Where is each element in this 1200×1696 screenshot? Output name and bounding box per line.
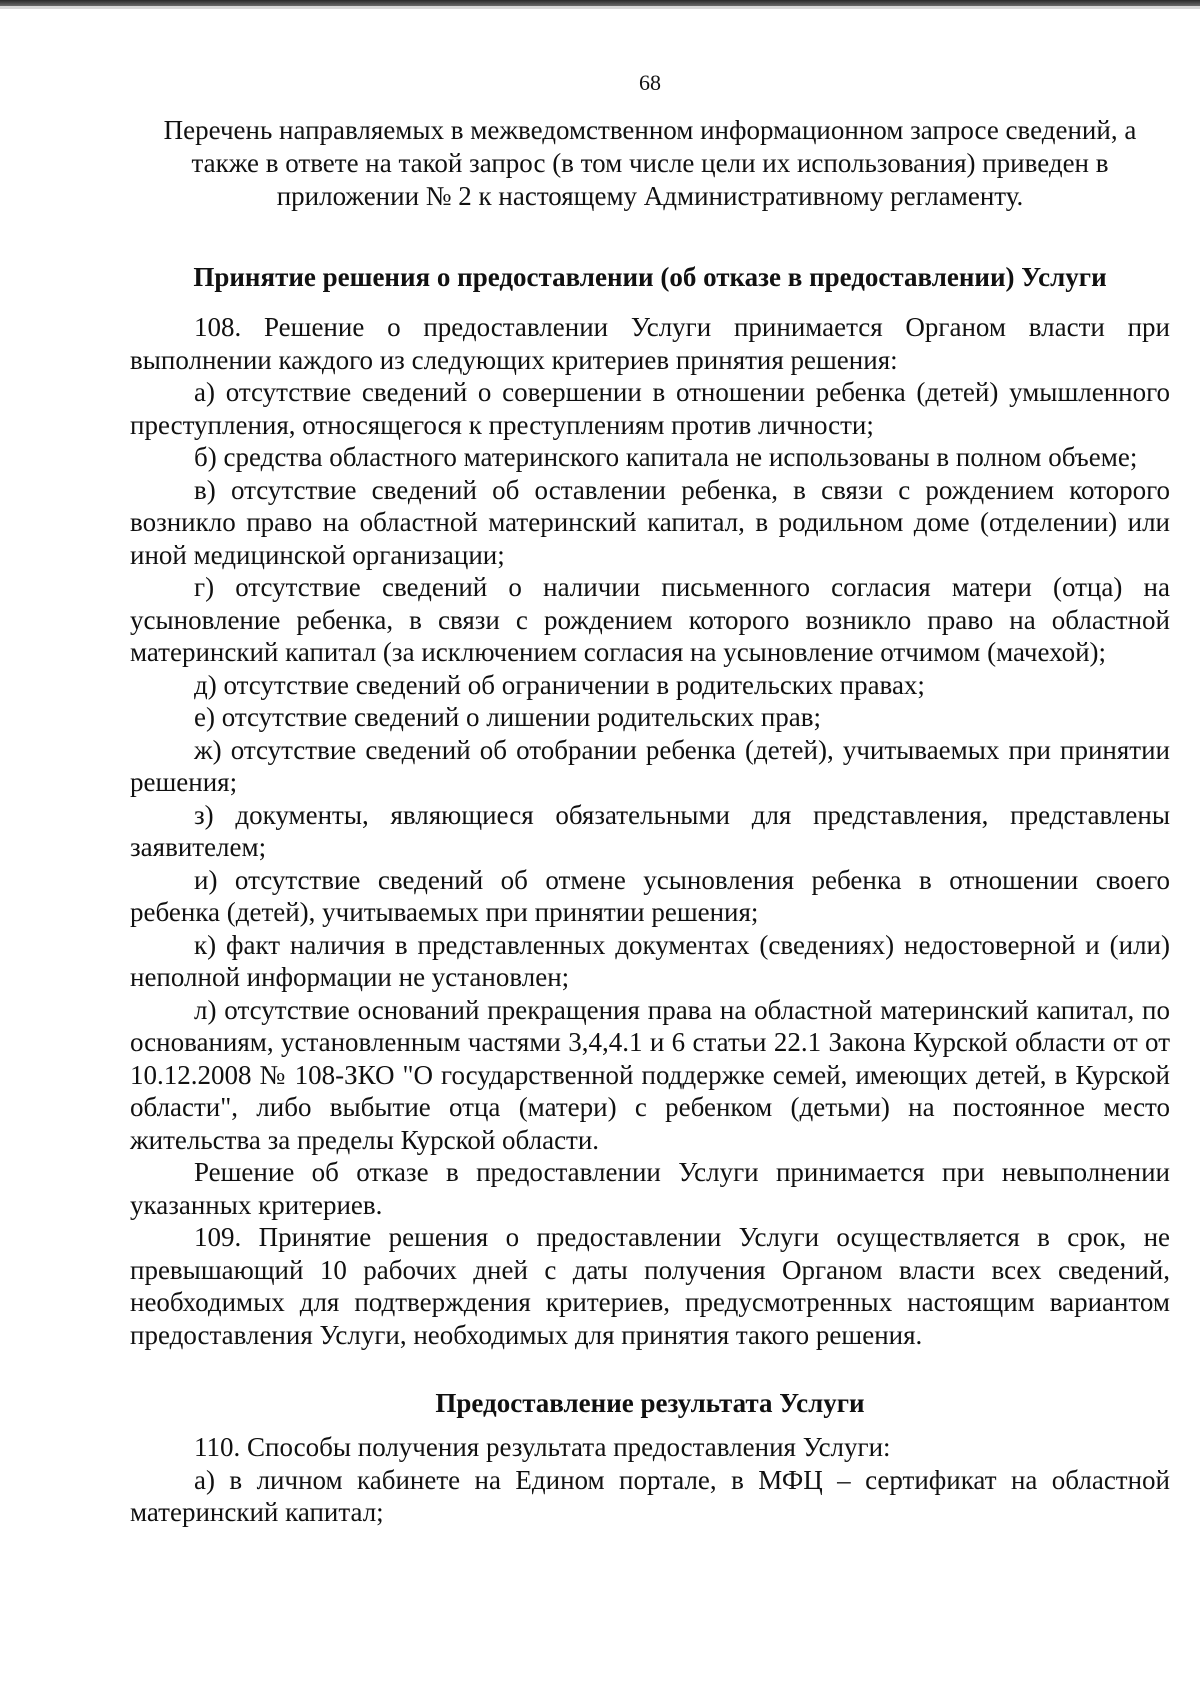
criterion-d: д) отсутствие сведений об ограничении в родительских правах;	[194, 669, 925, 700]
criterion-b: б) средства областного материнского капитала не использованы в полном объеме;	[194, 442, 1138, 472]
refusal-paragraph: Решение об отказе в предоставлении Услуги принимается при невыполнении указанных критериев.	[130, 1157, 1170, 1220]
scan-top-edge-shadow	[0, 6, 1200, 9]
section-body-decision	[130, 311, 1170, 1351]
criterion-e: е) отсутствие сведений о лишении родительских прав;	[194, 702, 821, 732]
paragraph-110: 110. Способы получения результата предоставления Услуги:	[194, 1432, 891, 1462]
criterion-g: г) отсутствие сведений о наличии письменного согласия матери (отца) на усыновление ребенка, в связи с рождением которого возникло право на областной материнский капитал (за исключением согласия на усыновление отчимом (мачехой);	[130, 572, 1170, 667]
document-page	[130, 70, 1170, 1529]
criterion-v: в) отсутствие сведений об оставлении ребенка, в связи с рождением которого возникло право на областной материнский капитал, в родильном доме (отделении) или иной медицинской организации;	[130, 474, 1170, 570]
section-spacer	[130, 1351, 1170, 1387]
section-body-result	[130, 1431, 1170, 1529]
criterion-a: а) отсутствие сведений о совершении в отношении ребенка (детей) умышленного преступления, относящегося к преступлениям против личности;	[130, 377, 1170, 440]
criterion-l: л) отсутствие оснований прекращения права на областной материнский капитал, по основаниям, установленным частями 3,4,4.1 и 6 статьи 22.1 Закона Курской области от от 10.12.2008 № 108-ЗКО "О государственной поддержке семей, имеющих детей, в Курской области", либо выбытие отца (матери) с ребенком (детьми) на постоянное место жительства за пределы Курской области.	[130, 994, 1170, 1155]
result-method-a: а) в личном кабинете на Едином портале, в МФЦ – сертификат на областной материнский капитал;	[130, 1464, 1170, 1527]
criterion-zh: ж) отсутствие сведений об отобрании ребенка (детей), учитываемых при принятии решения;	[130, 734, 1170, 797]
paragraph-108: 108. Решение о предоставлении Услуги принимается Органом власти при выполнении каждого из следующих критериев принятия решения:	[130, 312, 1170, 375]
intro-paragraph: Перечень направляемых в межведомственном информационном запросе сведений, а также в ответе на такой запрос (в том числе цели их использования) приведен в приложении № 2 к настоящему Административному регламенту.	[163, 115, 1137, 211]
criterion-i: и) отсутствие сведений об отмене усыновления ребенка в отношении своего ребенка (детей), учитываемых при принятии решения;	[130, 864, 1170, 927]
paragraph-109: 109. Принятие решения о предоставлении Услуги осуществляется в срок, не превышающий 10 рабочих дней с даты получения Органом власти всех сведений, необходимых для подтверждения критериев, предусмотренных настоящим вариантом предоставления Услуги, необходимых для принятия такого решения.	[130, 1222, 1170, 1350]
section-title-decision: Принятие решения о предоставлении (об отказе в предоставлении) Услуги	[193, 262, 1107, 292]
page-number: 68	[639, 70, 661, 95]
section-title-result: Предоставление результата Услуги	[435, 1388, 865, 1418]
criterion-k: к) факт наличия в представленных документах (сведениях) недостоверной и (или) неполной информации не установлен;	[130, 929, 1170, 992]
criterion-z: з) документы, являющиеся обязательными для представления, представлены заявителем;	[130, 799, 1170, 862]
